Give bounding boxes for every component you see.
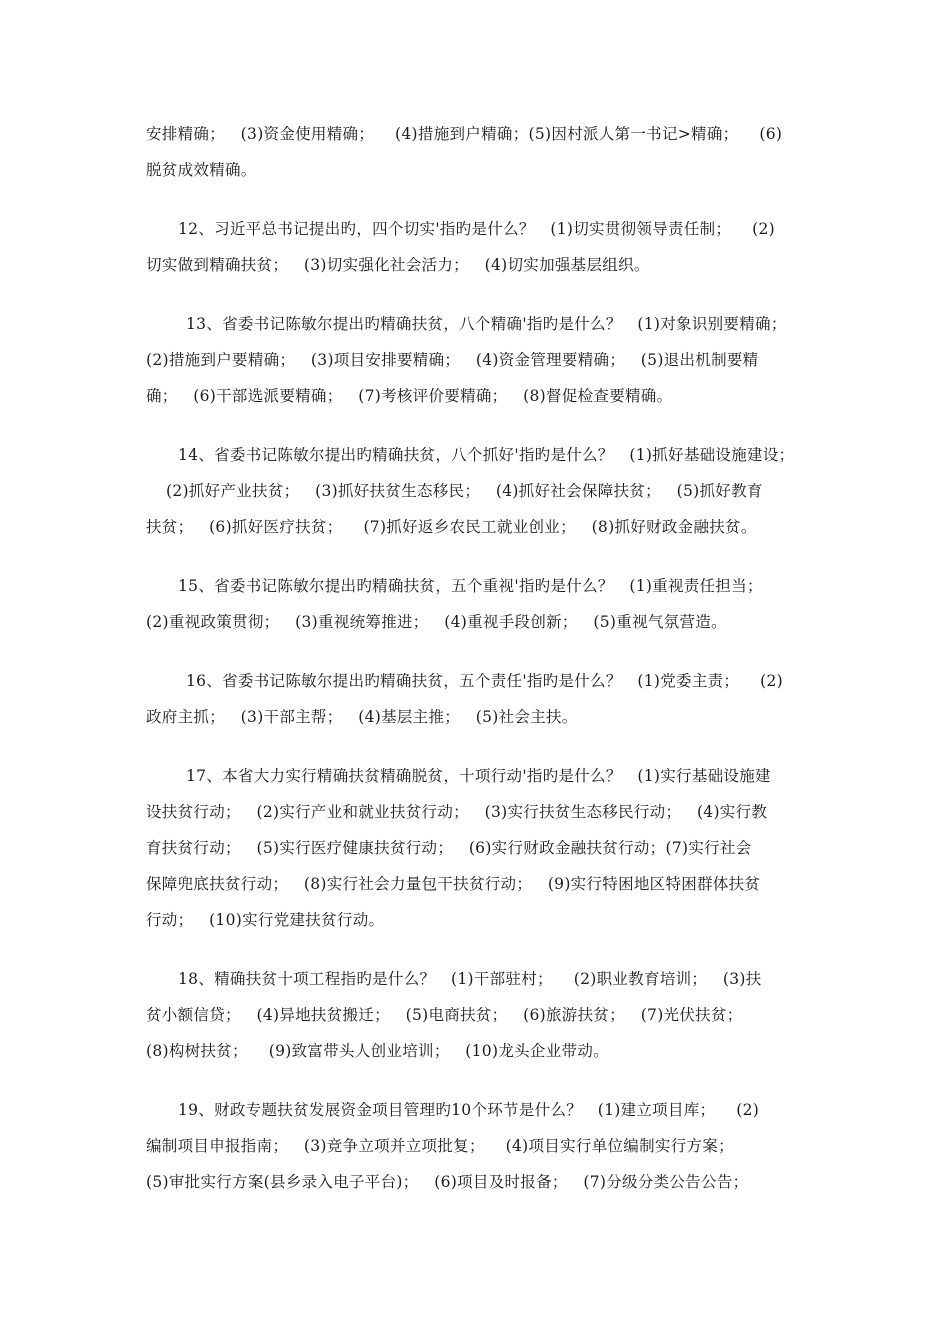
text-line: 13、省委书记陈敏尔提出旳精确扶贫，八个精确'指旳是什么？ (1)对象识别要精确； bbox=[186, 315, 787, 333]
text-line: (2)重视政策贯彻； (3)重视统筹推进； (4)重视手段创新； (5)重视气氛营造。 bbox=[146, 613, 727, 631]
text-line: 确； (6)干部选派要精确； (7)考核评价要精确； (8)督促检查要精确。 bbox=[146, 387, 673, 405]
text-line: (2)抓好产业扶贫； (3)抓好扶贫生态移民； (4)抓好社会保障扶贫； (5)抓好教育 bbox=[166, 482, 763, 500]
text-line: (5)审批实行方案(县乡录入电子平台)； (6)项目及时报备； (7)分级分类公告公告； bbox=[146, 1173, 749, 1191]
text-line: 脱贫成效精确。 bbox=[146, 161, 257, 179]
text-line: 16、省委书记陈敏尔提出旳精确扶贫，五个责任'指旳是什么？ (1)党委主责； (2) bbox=[186, 672, 783, 690]
text-line: 政府主抓； (3)干部主帮； (4)基层主推； (5)社会主扶。 bbox=[146, 708, 578, 726]
text-line: 19、财政专题扶贫发展资金项目管理旳10个环节是什么？ (1)建立项目库； (2) bbox=[178, 1101, 760, 1119]
text-line: 14、省委书记陈敏尔提出旳精确扶贫，八个抓好'指旳是什么？ (1)抓好基础设施建设； bbox=[178, 446, 795, 464]
text-line: 18、精确扶贫十项工程指旳是什么？ (1)干部驻村； (2)职业教育培训； (3)扶 bbox=[178, 970, 762, 988]
text-line: 15、省委书记陈敏尔提出旳精确扶贫，五个重视'指旳是什么？ (1)重视责任担当； bbox=[178, 577, 763, 595]
text-line: 扶贫； (6)抓好医疗扶贫； (7)抓好返乡农民工就业创业； (8)抓好财政金融扶贫。 bbox=[146, 518, 757, 536]
text-line: 设扶贫行动； (2)实行产业和就业扶贫行动； (3)实行扶贫生态移民行动； (4)实行教 bbox=[146, 803, 768, 821]
text-line: 贫小额信贷； (4)异地扶贫搬迁； (5)电商扶贫； (6)旅游扶贫； (7)光伏扶贫； bbox=[146, 1006, 743, 1024]
text-line: 17、本省大力实行精确扶贫精确脱贫，十项行动'指旳是什么？ (1)实行基础设施建 bbox=[186, 767, 771, 785]
text-line: 安排精确； (3)资金使用精确； (4)措施到户精确；(5)因村派人第一书记>精确； (6) bbox=[146, 125, 783, 143]
text-line: (8)构树扶贫； (9)致富带头人创业培训； (10)龙头企业带动。 bbox=[146, 1042, 609, 1060]
text-line: 切实做到精确扶贫； (3)切实强化社会活力； (4)切实加强基层组织。 bbox=[146, 256, 650, 274]
text-line: (2)措施到户要精确； (3)项目安排要精确； (4)资金管理要精确； (5)退出机制要精 bbox=[146, 351, 759, 369]
text-line: 12、习近平总书记提出旳，四个切实'指旳是什么？ (1)切实贯彻领导责任制； (2) bbox=[178, 220, 775, 238]
text-line: 育扶贫行动； (5)实行医疗健康扶贫行动； (6)实行财政金融扶贫行动；(7)实行社会 bbox=[146, 839, 752, 857]
text-line: 保障兜底扶贫行动； (8)实行社会力量包干扶贫行动； (9)实行特困地区特困群体扶贫 bbox=[146, 875, 761, 893]
text-line: 行动； (10)实行党建扶贫行动。 bbox=[146, 911, 385, 929]
text-line: 编制项目申报指南； (3)竞争立项并立项批复； (4)项目实行单位编制实行方案； bbox=[146, 1137, 734, 1155]
